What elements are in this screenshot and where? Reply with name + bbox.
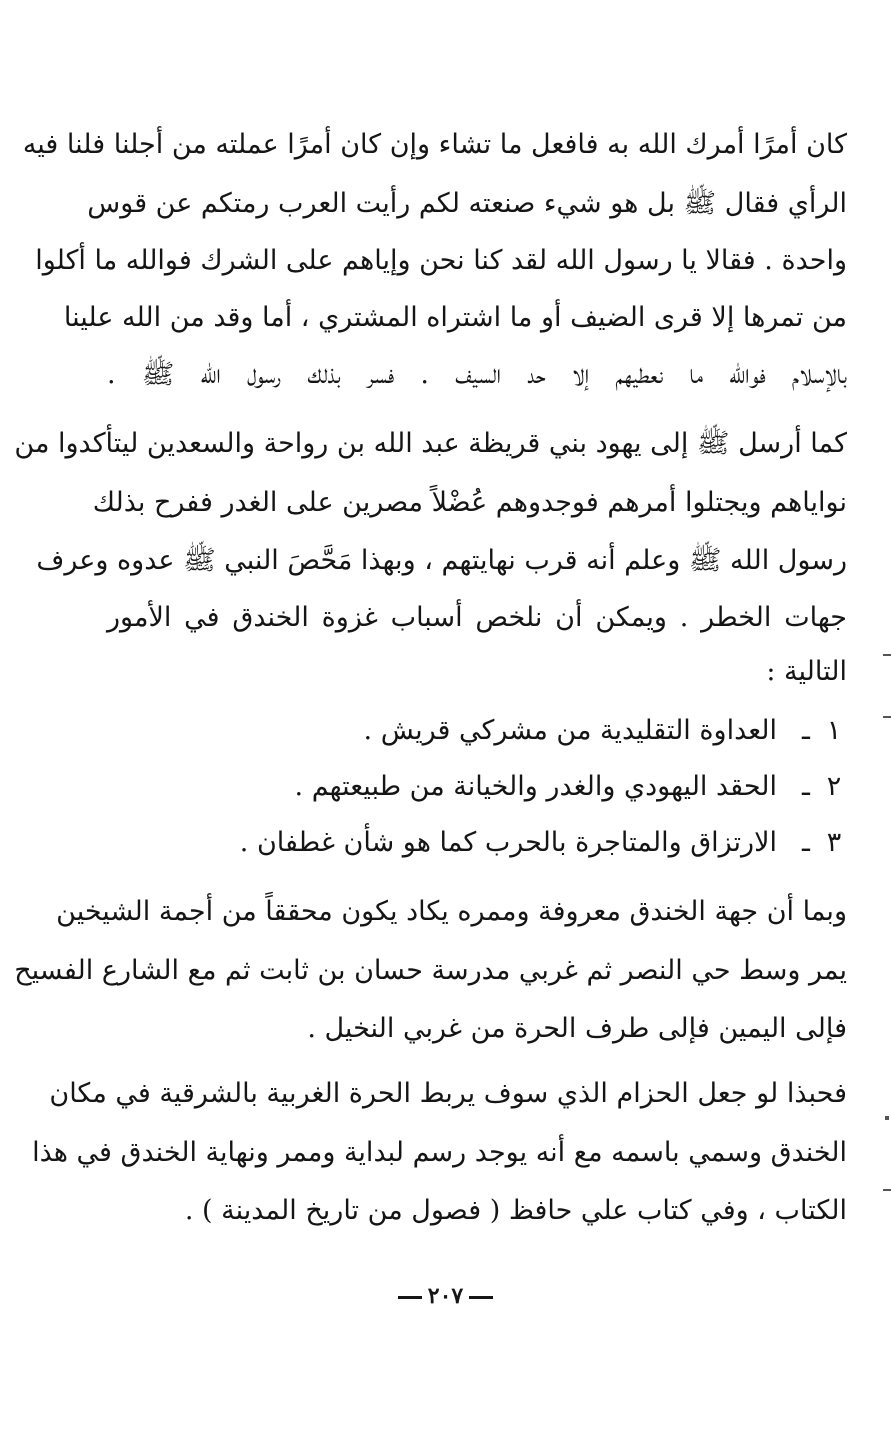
paragraph-3-line-1: وبما أن جهة الخندق معروفة وممره يكاد يكون محققاً من أجمة الشيخين — [56, 896, 847, 927]
paragraph-4-line-3: الكتاب ، وفي كتاب علي حافظ ( فصول من تاريخ المدينة ) . — [184, 1195, 847, 1226]
list-item-1-text: العداوة التقليدية من مشركي قريش . — [363, 715, 777, 746]
list-item-2-number: ٢ — [826, 771, 842, 802]
page-number-left-dash — [469, 1296, 493, 1299]
paragraph-1-line-3: واحدة . فقالا يا رسول الله لقد كنا نحن وإياهم على الشرك فوالله ما أكلوا — [35, 245, 847, 276]
margin-mark — [883, 716, 891, 718]
margin-mark — [885, 1116, 889, 1120]
page-number-value: ٢٠٧ — [427, 1283, 464, 1309]
list-item-2-text: الحقد اليهودي والغدر والخيانة من طبيعتهم . — [294, 771, 777, 802]
paragraph-2-line-2: نواياهم ويجتلوا أمرهم فوجدوهم عُضْلاً مصرين على الغدر ففرح بذلك — [92, 487, 847, 518]
list-item-3-text: الارتزاق والمتاجرة بالحرب كما هو شأن غطفان . — [239, 827, 777, 858]
list-item-3 — [107, 823, 847, 863]
paragraph-1-line-4: من تمرها إلا قرى الضيف أو ما اشتراه المشتري ، أما وقد من الله علينا — [63, 302, 847, 333]
paragraph-1-line-2: الرأي فقال ﷺ بل هو شيء صنعته لكم رأيت العرب رمتكم عن قوس — [87, 188, 847, 219]
paragraph-2-line-4: جهات الخطر . ويمكن أن نلخص أسباب غزوة الخندق في الأمور — [107, 602, 847, 633]
list-item-3-dash: ـ — [802, 827, 810, 858]
paragraph-1-line-5: بالإسلام فوالله ما نعطيهم إلا حد السيف . فسر بذلك رسول الله ﷺ . — [107, 359, 847, 390]
list-item-1-number: ١ — [826, 715, 842, 746]
list-item-2-dash: ـ — [802, 771, 810, 802]
paragraph-3-line-3: فإلى اليمين فإلى طرف الحرة من غربي النخيل . — [307, 1013, 847, 1044]
margin-mark — [883, 1189, 891, 1191]
margin-mark — [883, 654, 891, 656]
paragraph-3-line-2: يمر وسط حي النصر ثم غربي مدرسة حسان بن ثابت ثم مع الشارع الفسيح — [14, 955, 847, 986]
list-item-3-number: ٣ — [826, 827, 842, 858]
paragraph-2-line-1: كما أرسل ﷺ إلى يهود بني قريظة عبد الله بن رواحة والسعدين ليتأكدوا من — [14, 428, 847, 459]
paragraph-4-line-2: الخندق وسمي باسمه مع أنه يوجد رسم لبداية وممر ونهاية الخندق في هذا — [32, 1137, 847, 1168]
page-number — [0, 1283, 891, 1309]
paragraph-1-line-1: كان أمرًا أمرك الله به فافعل ما تشاء وإن كان أمرًا عملته من أجلنا فلنا فيه — [22, 129, 847, 160]
paragraph-4-line-1: فحبذا لو جعل الحزام الذي سوف يربط الحرة الغربية بالشرقية في مكان — [49, 1078, 847, 1109]
list-item-1 — [107, 711, 847, 751]
list-item-1-dash: ـ — [802, 715, 810, 746]
page-number-right-dash — [398, 1296, 422, 1299]
paragraph-2-line-5: التالية : — [766, 656, 847, 687]
list-item-2 — [107, 767, 847, 807]
paragraph-2-line-3: رسول الله ﷺ وعلم أنه قرب نهايتهم ، وبهذا مَحَّصَ النبي ﷺ عدوه وعرف — [36, 545, 847, 576]
